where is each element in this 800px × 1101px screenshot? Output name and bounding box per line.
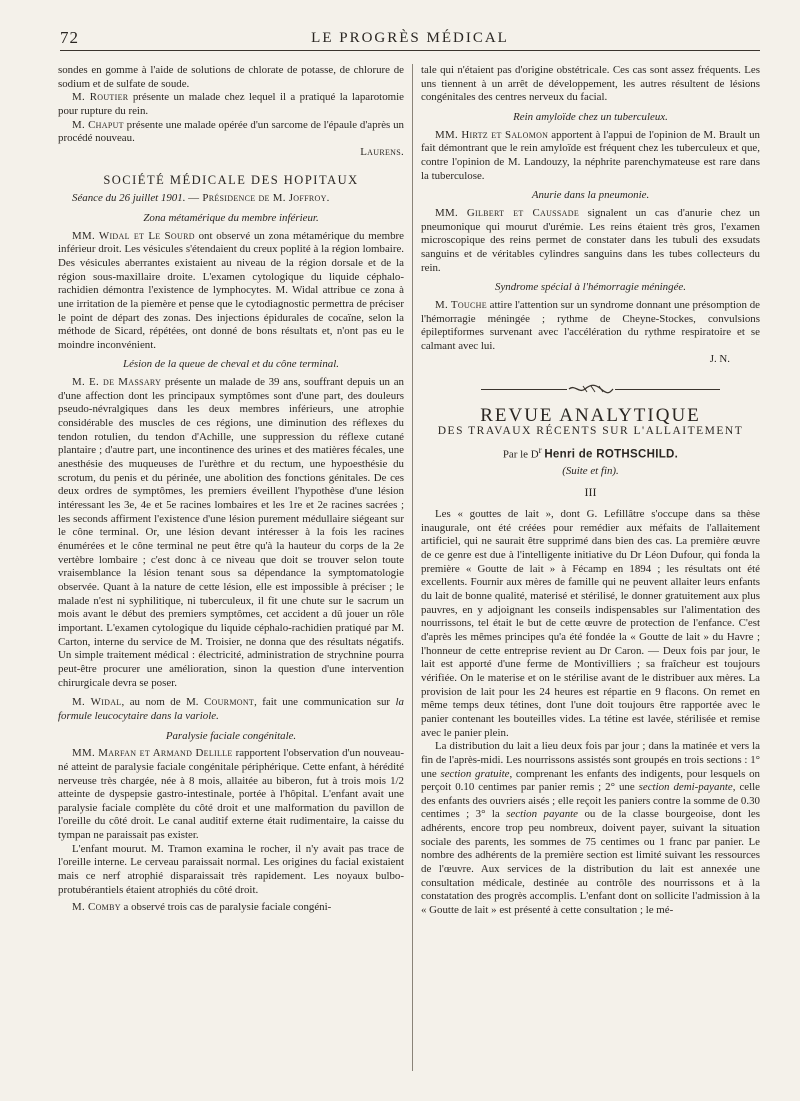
section-number: III: [584, 485, 597, 500]
paragraph: [58, 747, 404, 843]
paragraph: [421, 299, 760, 354]
paragraph-text: ou de la classe bourgeoise, dont les adhérents, encore trop peu nombreux, doivent payer, suivant la situation sociale des parents, les sommes de 75 centimes ou 1 franc par panier. Le nombre des adhérents de la première section est limité suivant les ressources de l'œuvre. Aux services de la distribution du lait est annexée une consultation médicale, destinée au contrôle des nourrissons et à la constatation des progrès accomplis. L'enfant dont on sollicite l'admission à la « Goutte de lait » est présenté à cette consultation ; le mé-: [421, 808, 760, 917]
session-line: [58, 192, 404, 206]
paragraph-text: rapportent l'observation d'un nouveau-né atteint de paralysie faciale congénitale périphérique. Cette enfant, à hérédité nerveuse très chargée, née à 8 mois, allaitée au biberon, fut à trois mois 1/2 atteinte de dyspepsie gastro-intestinale, portée à l'hôpital. L'enfant avait une paralysie faciale complète du côté droit et une malformation du pavillon de l'oreille du côté droit. Le canal auditif externe était rudimentaire, la caisse du tympan ne paraissait pas exister.: [58, 747, 404, 842]
session-date: Séance du 26 juillet 1901.: [72, 192, 186, 205]
paragraph: [58, 230, 404, 353]
paragraph-text: , fait une communication sur: [254, 696, 396, 709]
paragraph: [58, 91, 404, 118]
paragraph-text: , au nom de M.: [121, 696, 204, 709]
paragraph-text: présente un malade de 39 ans, souffrant depuis un an d'une affection dont les principaux symptômes sont d'une part, des douleurs pseudo-névralgiques dans les deux membres inférieurs, une atrophie considérable des muscles de ces régions, une diminution des réflexes du tendon rotulien, du tendon d'Achille, une suppression du réflexe cutané plantaire ; d'autre part, une incontinence des urines et des matières fécales, une anesthésie des muqueuses de l'urèthre et du rectum, une hypoesthésie du scrotum, du penis et du périnée, une abolition des fonctions génitales. De ces deux ordres de symptômes, les premiers éveillent l'hypothèse d'une lésion intéressant les 3e, 4e et 5e racines lombaires et les 1re et 2e racines sacrées ; les seconds affirment l'existence d'une lésion purement médullaire siégeant sur le cône terminal. Or, une lésion devant intéresser à la fois les racines énumérées et le cône terminal ne peut être qu'à la hauteur du corps de la 2e vertèbre lombaire ; c'est donc à ce niveau que doit se trouver selon toute vraisemblance la lésion tenant sous sa dépendance la symptomatologie observée. Quant à la nature de cette lésion, elle est impossible à préciser ; le malade n'est ni syphilitique, ni tuberculeux, il fit une chute sur le sacrum un mois avant le début des premiers symptômes, cet accident a dû jouer un rôle important. L'examen cytologique du liquide céphalo-rachidien pratiqué par M. Carton, interne du service de M. Troisier, ne donna que des résultats négatifs. Un simple traitement médical : électricité, administration de strychnine pourra peut-être procurer une amélioration, sinon la question d'une intervention chirurgicale devra se poser.: [58, 376, 404, 689]
author-name: Courmont: [203, 696, 255, 709]
byline: [421, 444, 760, 462]
paragraph-text: La distribution du lait a lieu deux fois par jour ; dans la matinée et vers la fin de l'après-midi. Les nourrissons assistés sont groupés en trois sections : 1° une: [421, 740, 760, 780]
section-heading: SOCIÉTÉ MÉDICALE DES HOPITAUX: [103, 172, 359, 187]
continuation-note: (Suite et fin).: [562, 464, 619, 477]
paragraph: [421, 207, 760, 275]
subheading: Paralysie faciale congénitale.: [165, 729, 297, 742]
subheading: Rein amyloïde chez un tuberculeux.: [513, 110, 668, 123]
paragraph-text: attire l'attention sur un syndrome donnant une présomption de l'hémorragie méningée ; rythme de Cheyne-Stockes, convulsions épileptiformes survenant avec l'accélération du rythme respiratoire et se calmant avec lui.: [421, 298, 760, 352]
author-name: M. Widal: [72, 696, 122, 709]
paragraph: [421, 740, 760, 918]
journal-title: LE PROGRÈS MÉDICAL: [311, 30, 509, 46]
paragraph-text: , comprenant les enfants des indigents, pour lesquels on perçoit 0.10 centimes par panier remis ; 2° une: [421, 767, 760, 794]
author-name: M. E. de Massary: [72, 376, 162, 389]
subheading: Syndrome spécial à l'hémorragie méningée.: [495, 281, 686, 294]
author-name: M. Comby: [72, 901, 121, 914]
author-name: M. Chaput: [72, 118, 124, 131]
article-subtitle: DES TRAVAUX RÉCENTS SUR L'ALLAITEMENT: [437, 424, 744, 437]
byline-sup: r: [538, 445, 542, 456]
paragraph: [58, 119, 404, 146]
paragraph: [58, 901, 404, 915]
paragraph: [421, 129, 760, 184]
paragraph: sondes en gomme à l'aide de solutions de chlorate de potasse, de chlorure de sodium et de sulfate de soude.: [58, 64, 404, 90]
paragraph-text: a observé trois cas de paralysie faciale congéni-: [123, 901, 332, 914]
session-presidency: — Présidence de M. Joffroy.: [188, 192, 330, 205]
column-divider: [412, 64, 413, 1071]
paragraph-text: apportent à l'appui de l'opinion de M. Brault un fait démontrant que le rein amyloïde est fréquent chez les tuberculeux et que, contre l'opinion de M. Landouzy, la néphrite parenchymateuse est rare dans la tuberculose.: [421, 128, 760, 182]
right-column: [421, 64, 760, 1071]
italic-term: section demi-payante: [638, 781, 733, 794]
paragraph: [58, 696, 404, 723]
author-name: MM. Marfan et Armand Delille: [72, 747, 233, 760]
author-name: MM. Widal et Le Sourd: [72, 229, 195, 242]
ornamental-rule: [421, 377, 760, 403]
italic-term: section gratuite: [440, 767, 510, 780]
author-name: M. Routier: [72, 91, 129, 104]
flourish-ornament-icon: [567, 380, 615, 398]
signature: J. N.: [709, 353, 730, 366]
signature: Laurens.: [360, 145, 404, 158]
author-name: M. Touche: [435, 298, 487, 311]
paragraph: [58, 376, 404, 690]
subheading: Anurie dans la pneumonie.: [531, 189, 650, 202]
paragraph-text: ont observé un zona métamérique du membre inférieur droit. Les vésicules s'étendaient du creux poplité à la région lombaire. Des vésicules aberrantes existaient au niveau de la région dorsale et de la région sous-maxillaire droite. L'examen cytologique du liquide céphalo-rachidien démontra l'existence de lymphocytes. M. Widal attribue ce zona à une irritation de la piemère et pense que le cytodiagnostic permettra de préciser le point de départ des zonas. Des injections épidurales de cocaïne, selon la méthode de Sicard, répétées, ont donné de bons résultats et, n'ont pas eu le moindre inconvénient.: [58, 229, 404, 351]
subheading: Lésion de la queue de cheval et du cône terminal.: [123, 358, 339, 371]
italic-title: la formule leucocytaire dans la variole.: [58, 696, 404, 722]
italic-term: section payante: [506, 808, 578, 821]
paragraph-text: présente une malade opérée d'un sarcome de l'épaule d'après un procédé nouveau.: [58, 118, 404, 145]
paragraph-text: signalent un cas d'anurie chez un pneumonique qui mourut d'urémie. Les reins étaient très gros, l'examen microscopique des reins permet de constater dans les tubuli des exsudats sanguins et de véritables cylindres sanguins dans les tubes collecteurs du rein.: [421, 206, 760, 274]
author-name: Henri de ROTHSCHILD.: [544, 449, 679, 462]
paragraph-text: , celle des enfants des ouvriers aisés ; elle reçoit les paniers contre la somme de 0.30 centimes ; 3° la: [421, 781, 760, 821]
page-header: [60, 28, 760, 51]
paragraph: L'enfant mourut. M. Tramon examina le rocher, il n'y avait pas trace de l'oreille interne. Le cerveau paraissait normal. Les origines du facial existaient mais ce nerf atrophié disparaissait très rapidement. Les noyaux bulbo-protubérantiels étaient atrophiés du côté droit.: [58, 842, 404, 896]
paragraph: tale qui n'étaient pas d'origine obstétricale. Ces cas sont assez fréquents. Les uns tiennent à un arrêt de développement, les autres résultent de lésions congénitales des centres nerveux du facial.: [421, 64, 760, 104]
author-name: MM. Hirtz et Salomon: [435, 128, 549, 141]
article-title: REVUE ANALYTIQUE: [480, 405, 701, 427]
byline-prefix: Par le D: [502, 449, 539, 462]
author-name: MM. Gilbert et Caussade: [435, 206, 580, 219]
left-column: [58, 64, 404, 1071]
page-number: 72: [60, 28, 79, 47]
paragraph-text: présente un malade chez lequel il a pratiqué la laparotomie pour rupture du rein.: [58, 91, 404, 117]
paragraph: Les « gouttes de lait », dont G. Lefillâtre s'occupe dans sa thèse inaugurale, ont été créées pour remédier aux méfaits de l'allaitement artificiel, qui ne saurait être supprimé dans bien des cas. La première œuvre de ce genre est due à l'intelligente initiative du Dr Léon Dufour, qui fonda la première « Goutte de lait » à Fécamp en 1894 ; les résultats ont été excellents. Fournir aux mères de famille qui ne peuvent allaiter leurs enfants du lait de bonne qualité, materisé et stérilisé, le donner gratuitement aux plus pauvres, en y adjoignant les conseils indispensables sur l'alimentation des nourrissons, tel était le but de cette œuvre de protection de l'enfance. C'est d'après les mêmes principes qu'a été fondée la « Goutte de lait » du Havre ; l'honneur de cette entreprise revient au Dr Caron. — Deux fois par jour, le lait est apporté d'une ferme de Montivilliers ; sa fraîcheur est toujours vérifiée. On le materise et on le stérilise avant de le distribuer aux mères. La provision de lait pour les 24 heures est répartie en 9 flacons. On remet en même temps deux tétines, dont l'une doit toujours être rapportée avec le panier contenant les bouteilles vides. La tétine est lavée, stérilisée et remise avec le panier plein.: [421, 508, 760, 739]
subheading: Zona métamérique du membre inférieur.: [143, 211, 319, 224]
